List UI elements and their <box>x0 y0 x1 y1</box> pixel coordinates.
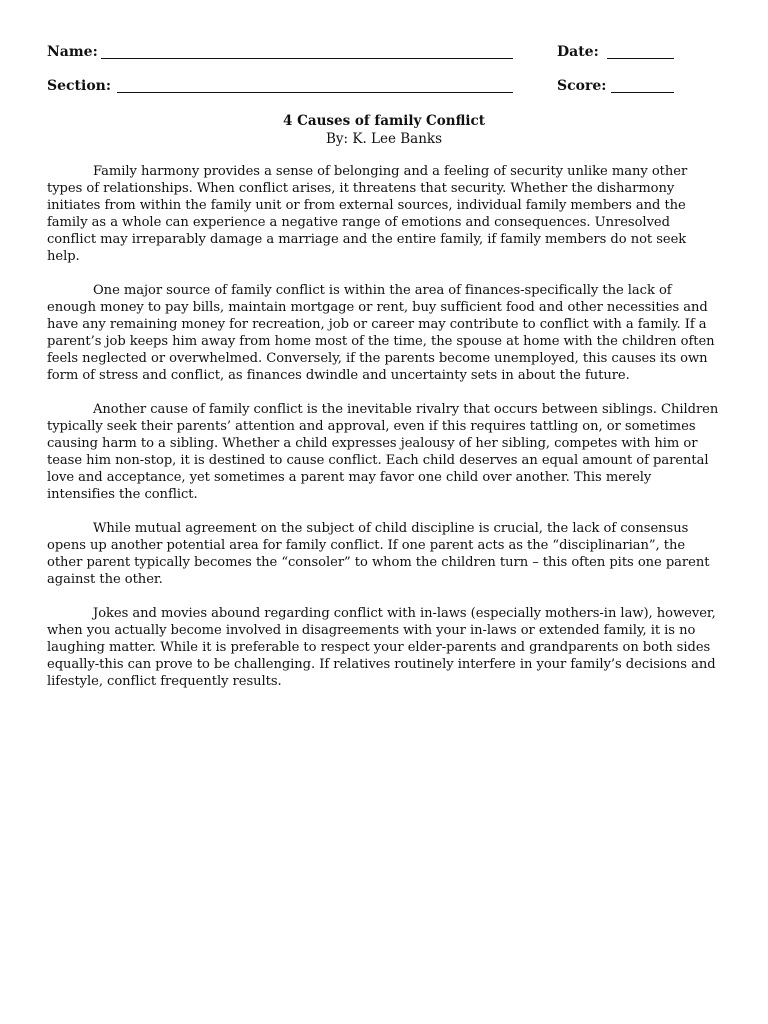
name-label: Name: <box>47 44 98 60</box>
paragraph: Jokes and movies abound regarding conflict with in-laws (especially mothers-in law), however, when you actually become involved in disagreements with your in-laws or extended family, it is no laughing matter. While it is preferable to respect your elder-parents and grandparents on both sides equally-this can prove to be challenging. If relatives routinely interfere in your family’s decisions and lifestyle, conflict frequently results. <box>47 606 716 689</box>
section-field-line[interactable] <box>117 92 513 93</box>
name-field-line[interactable] <box>101 58 513 59</box>
document-byline: By: K. Lee Banks <box>325 131 443 147</box>
document-body <box>47 163 722 707</box>
score-field-line[interactable] <box>611 92 674 93</box>
document-title: 4 Causes of family Conflict <box>282 113 485 129</box>
score-label: Score: <box>557 78 607 94</box>
paragraph: While mutual agreement on the subject of child discipline is crucial, the lack of consensus opens up another potential area for family conflict. If one parent acts as the “disciplinarian”, the other parent typically becomes the “consoler” to whom the children turn – this often pits one parent against the other. <box>47 521 710 587</box>
date-label: Date: <box>557 44 599 60</box>
section-label: Section: <box>47 78 112 94</box>
date-field-line[interactable] <box>607 58 674 59</box>
paragraph: Another cause of family conflict is the inevitable rivalry that occurs between siblings. Children typically seek their parents’ attention and approval, even if this requires tattling on, or sometimes causing harm to a sibling. Whether a child expresses jealousy of her sibling, competes with him or tease him non-stop, it is destined to cause conflict. Each child deserves an equal amount of parental love and acceptance, yet sometimes a parent may favor one child over another. This merely intensifies the conflict. <box>47 402 719 502</box>
paragraph: Family harmony provides a sense of belonging and a feeling of security unlike many other types of relationships. When conflict arises, it threatens that security. Whether the disharmony initiates from within the family unit or from external sources, individual family members and the family as a whole can experience a negative range of emotions and consequences. Unresolved conflict may irreparably damage a marriage and the entire family, if family members do not seek help. <box>47 164 688 264</box>
paragraph: One major source of family conflict is within the area of finances-specifically the lack of enough money to pay bills, maintain mortgage or rent, buy sufficient food and other necessities and have any remaining money for recreation, job or career may contribute to conflict with a family. If a parent’s job keeps him away from home most of the time, the spouse at home with the children often feels neglected or overwhelmed. Conversely, if the parents become unemployed, this causes its own form of stress and conflict, as finances dwindle and uncertainty sets in about the future. <box>47 283 715 383</box>
